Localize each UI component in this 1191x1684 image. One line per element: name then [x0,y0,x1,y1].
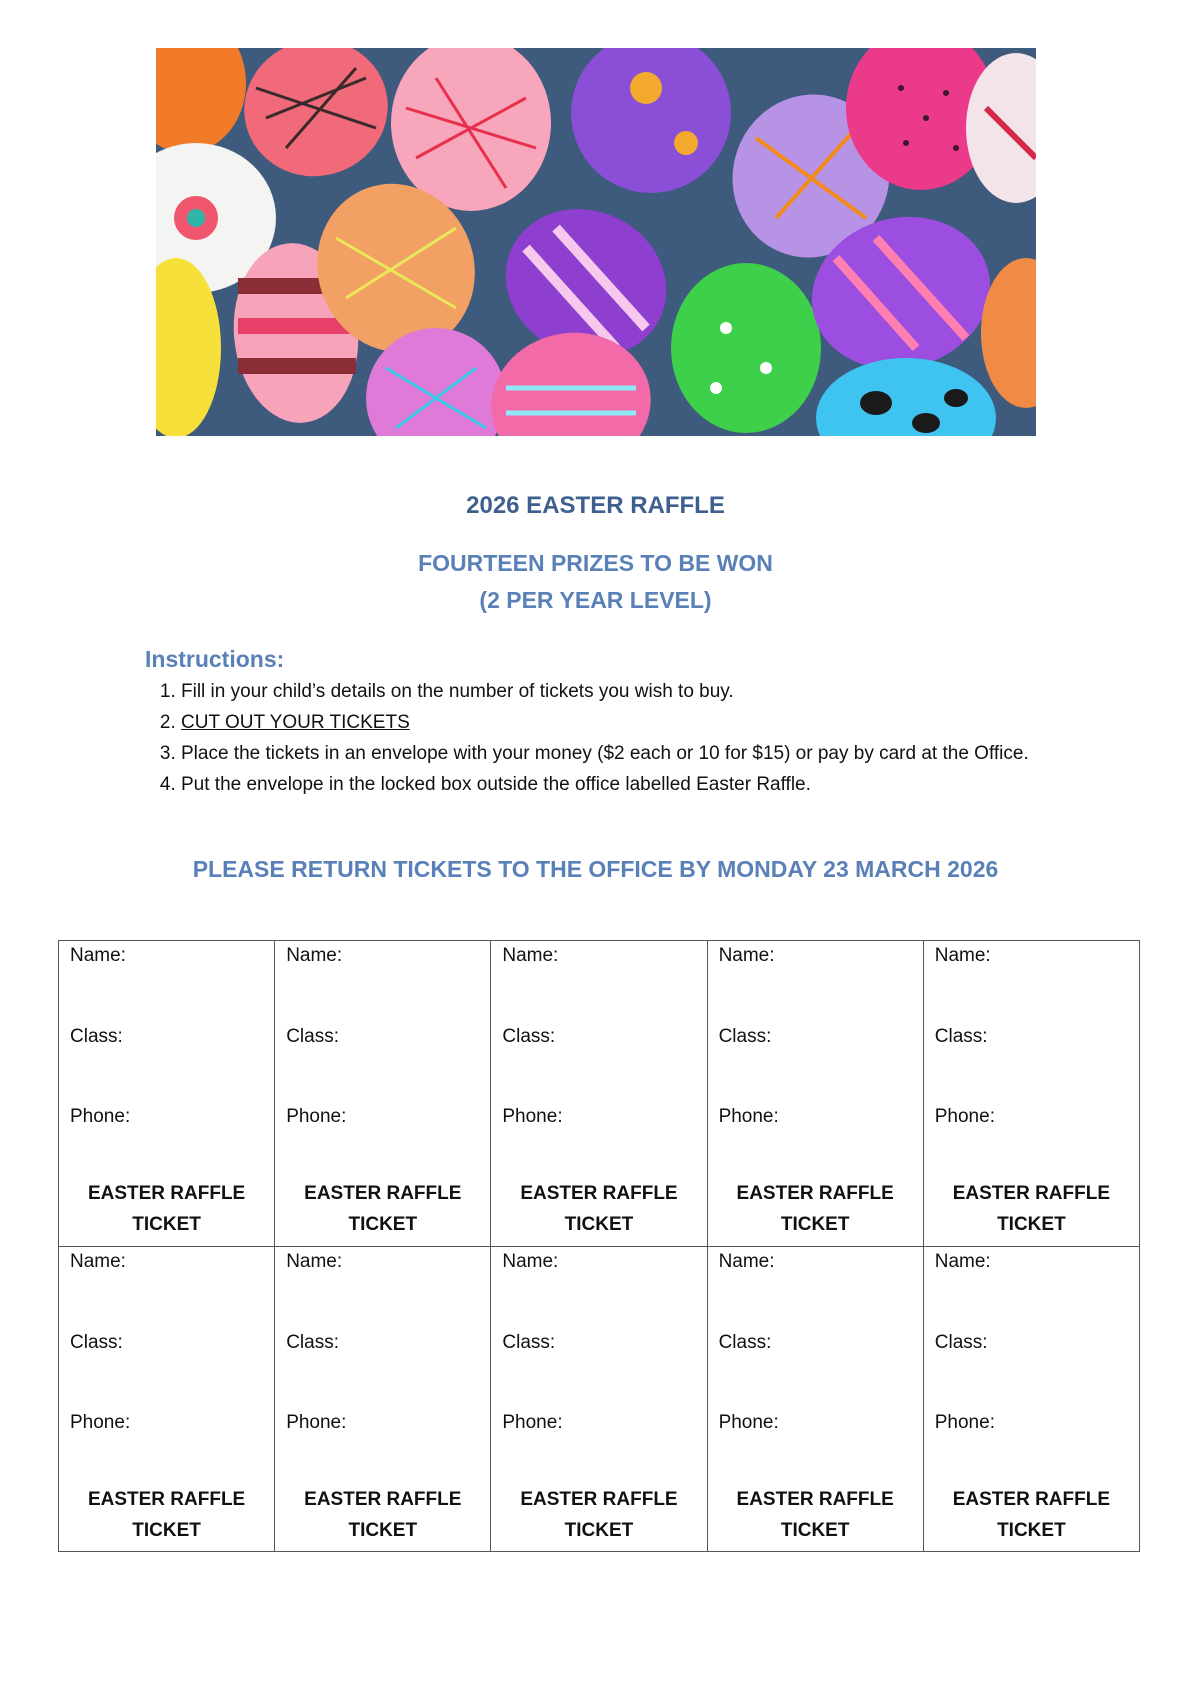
ticket-name-field: Name: [718,945,775,966]
ticket-row [59,1246,1140,1552]
ticket-brand-line1: EASTER RAFFLE [952,1488,1111,1510]
ticket-brand-line1: EASTER RAFFLE [952,1183,1111,1204]
instructions-section [145,644,1045,800]
ticket-brand-line1: EASTER RAFFLE [736,1488,894,1510]
ticket-brand-line1: EASTER RAFFLE [304,1488,462,1510]
easter-eggs-image [156,48,1036,436]
ticket-brand-line2: TICKET [564,1214,634,1235]
ticket-brand [275,1484,490,1546]
cut-out-instruction: CUT OUT YOUR TICKETS [181,712,410,733]
ticket-name-field: Name: [286,945,343,966]
ticket-brand-line2: TICKET [564,1519,634,1541]
ticket-phone-field: Phone: [502,1411,563,1433]
ticket-brand [275,1178,490,1240]
raffle-ticket [923,941,1139,1247]
raffle-ticket [707,941,923,1247]
ticket-brand-line1: EASTER RAFFLE [87,1183,246,1204]
ticket-brand-line2: TICKET [780,1214,850,1235]
ticket-phone-field: Phone: [286,1106,347,1127]
ticket-name-field: Name: [718,1250,775,1272]
prizes-per-level: (2 PER YEAR LEVEL) [479,587,712,613]
ticket-class-field: Class: [718,1026,772,1047]
ticket-brand [59,1484,274,1546]
ticket-content [924,1247,1139,1551]
ticket-content [491,1247,706,1551]
ticket-brand [491,1484,706,1546]
ticket-name-field: Name: [502,1250,559,1272]
return-deadline: PLEASE RETURN TICKETS TO THE OFFICE BY MONDAY 23 MARCH 2026 [192,856,999,882]
ticket-class-field: Class: [934,1026,988,1047]
ticket-brand-line1: EASTER RAFFLE [736,1183,894,1204]
instruction-item: 4. Put the envelope in the locked box outside the office labelled Easter Raffle. [181,769,1045,800]
ticket-name-field: Name: [502,945,559,966]
ticket-name-field: Name: [286,1250,343,1272]
ticket-content [708,1247,923,1551]
ticket-class-field: Class: [286,1331,339,1353]
ticket-class-field: Class: [70,1331,123,1353]
instructions-heading: Instructions: [145,646,285,672]
instructions-list [145,676,1045,800]
ticket-brand-line2: TICKET [780,1519,850,1541]
ticket-brand [491,1178,706,1240]
ticket-brand-line1: EASTER RAFFLE [87,1488,246,1510]
instruction-item: 1. Fill in your child’s details on the number of tickets you wish to buy. [181,676,1045,707]
prizes-subtitle: FOURTEEN PRIZES TO BE WON [418,550,773,576]
ticket-brand-line2: TICKET [348,1519,418,1541]
raffle-ticket [491,1246,707,1552]
ticket-brand-line2: TICKET [132,1519,201,1541]
ticket-name-field: Name: [70,945,126,966]
ticket-brand-line2: TICKET [132,1214,201,1235]
ticket-phone-field: Phone: [70,1411,131,1433]
ticket-content [275,941,490,1245]
raffle-title: 2026 EASTER RAFFLE [466,492,725,519]
ticket-phone-field: Phone: [718,1106,779,1127]
ticket-brand [59,1178,274,1240]
ticket-phone-field: Phone: [718,1411,779,1433]
ticket-phone-field: Phone: [70,1106,131,1127]
ticket-brand [708,1484,923,1546]
ticket-class-field: Class: [70,1026,123,1047]
instruction-item: 3. Place the tickets in an envelope with your money ($2 each or 10 for $15) or pay by card at the Office. [181,738,1045,769]
raffle-ticket [59,941,275,1247]
ticket-content [275,1247,490,1551]
ticket-name-field: Name: [70,1250,126,1272]
ticket-content [708,941,923,1245]
ticket-name-field: Name: [934,1250,991,1272]
ticket-class-field: Class: [286,1026,339,1047]
instruction-item [181,707,1045,738]
raffle-ticket [275,941,491,1247]
ticket-brand-line1: EASTER RAFFLE [520,1183,678,1204]
ticket-class-field: Class: [502,1026,556,1047]
raffle-ticket [923,1246,1139,1552]
ticket-row [59,941,1140,1247]
ticket-content [59,1247,274,1551]
ticket-phone-field: Phone: [934,1106,995,1127]
ticket-brand [708,1178,923,1240]
ticket-brand [924,1484,1139,1546]
ticket-phone-field: Phone: [502,1106,563,1127]
ticket-class-field: Class: [934,1331,988,1353]
ticket-name-field: Name: [934,945,991,966]
ticket-content [924,941,1139,1245]
ticket-content [59,941,274,1245]
ticket-brand [924,1178,1139,1240]
ticket-class-field: Class: [718,1331,772,1353]
raffle-ticket [491,941,707,1247]
ticket-content [491,941,706,1245]
ticket-brand-line1: EASTER RAFFLE [304,1183,462,1204]
ticket-brand-line2: TICKET [997,1519,1066,1541]
ticket-phone-field: Phone: [286,1411,347,1433]
ticket-class-field: Class: [502,1331,556,1353]
ticket-brand-line1: EASTER RAFFLE [520,1488,678,1510]
raffle-ticket [707,1246,923,1552]
ticket-phone-field: Phone: [934,1411,995,1433]
raffle-ticket [59,1246,275,1552]
raffle-tickets-grid [58,940,1140,1552]
ticket-brand-line2: TICKET [348,1214,418,1235]
raffle-ticket [275,1246,491,1552]
ticket-brand-line2: TICKET [997,1214,1066,1235]
